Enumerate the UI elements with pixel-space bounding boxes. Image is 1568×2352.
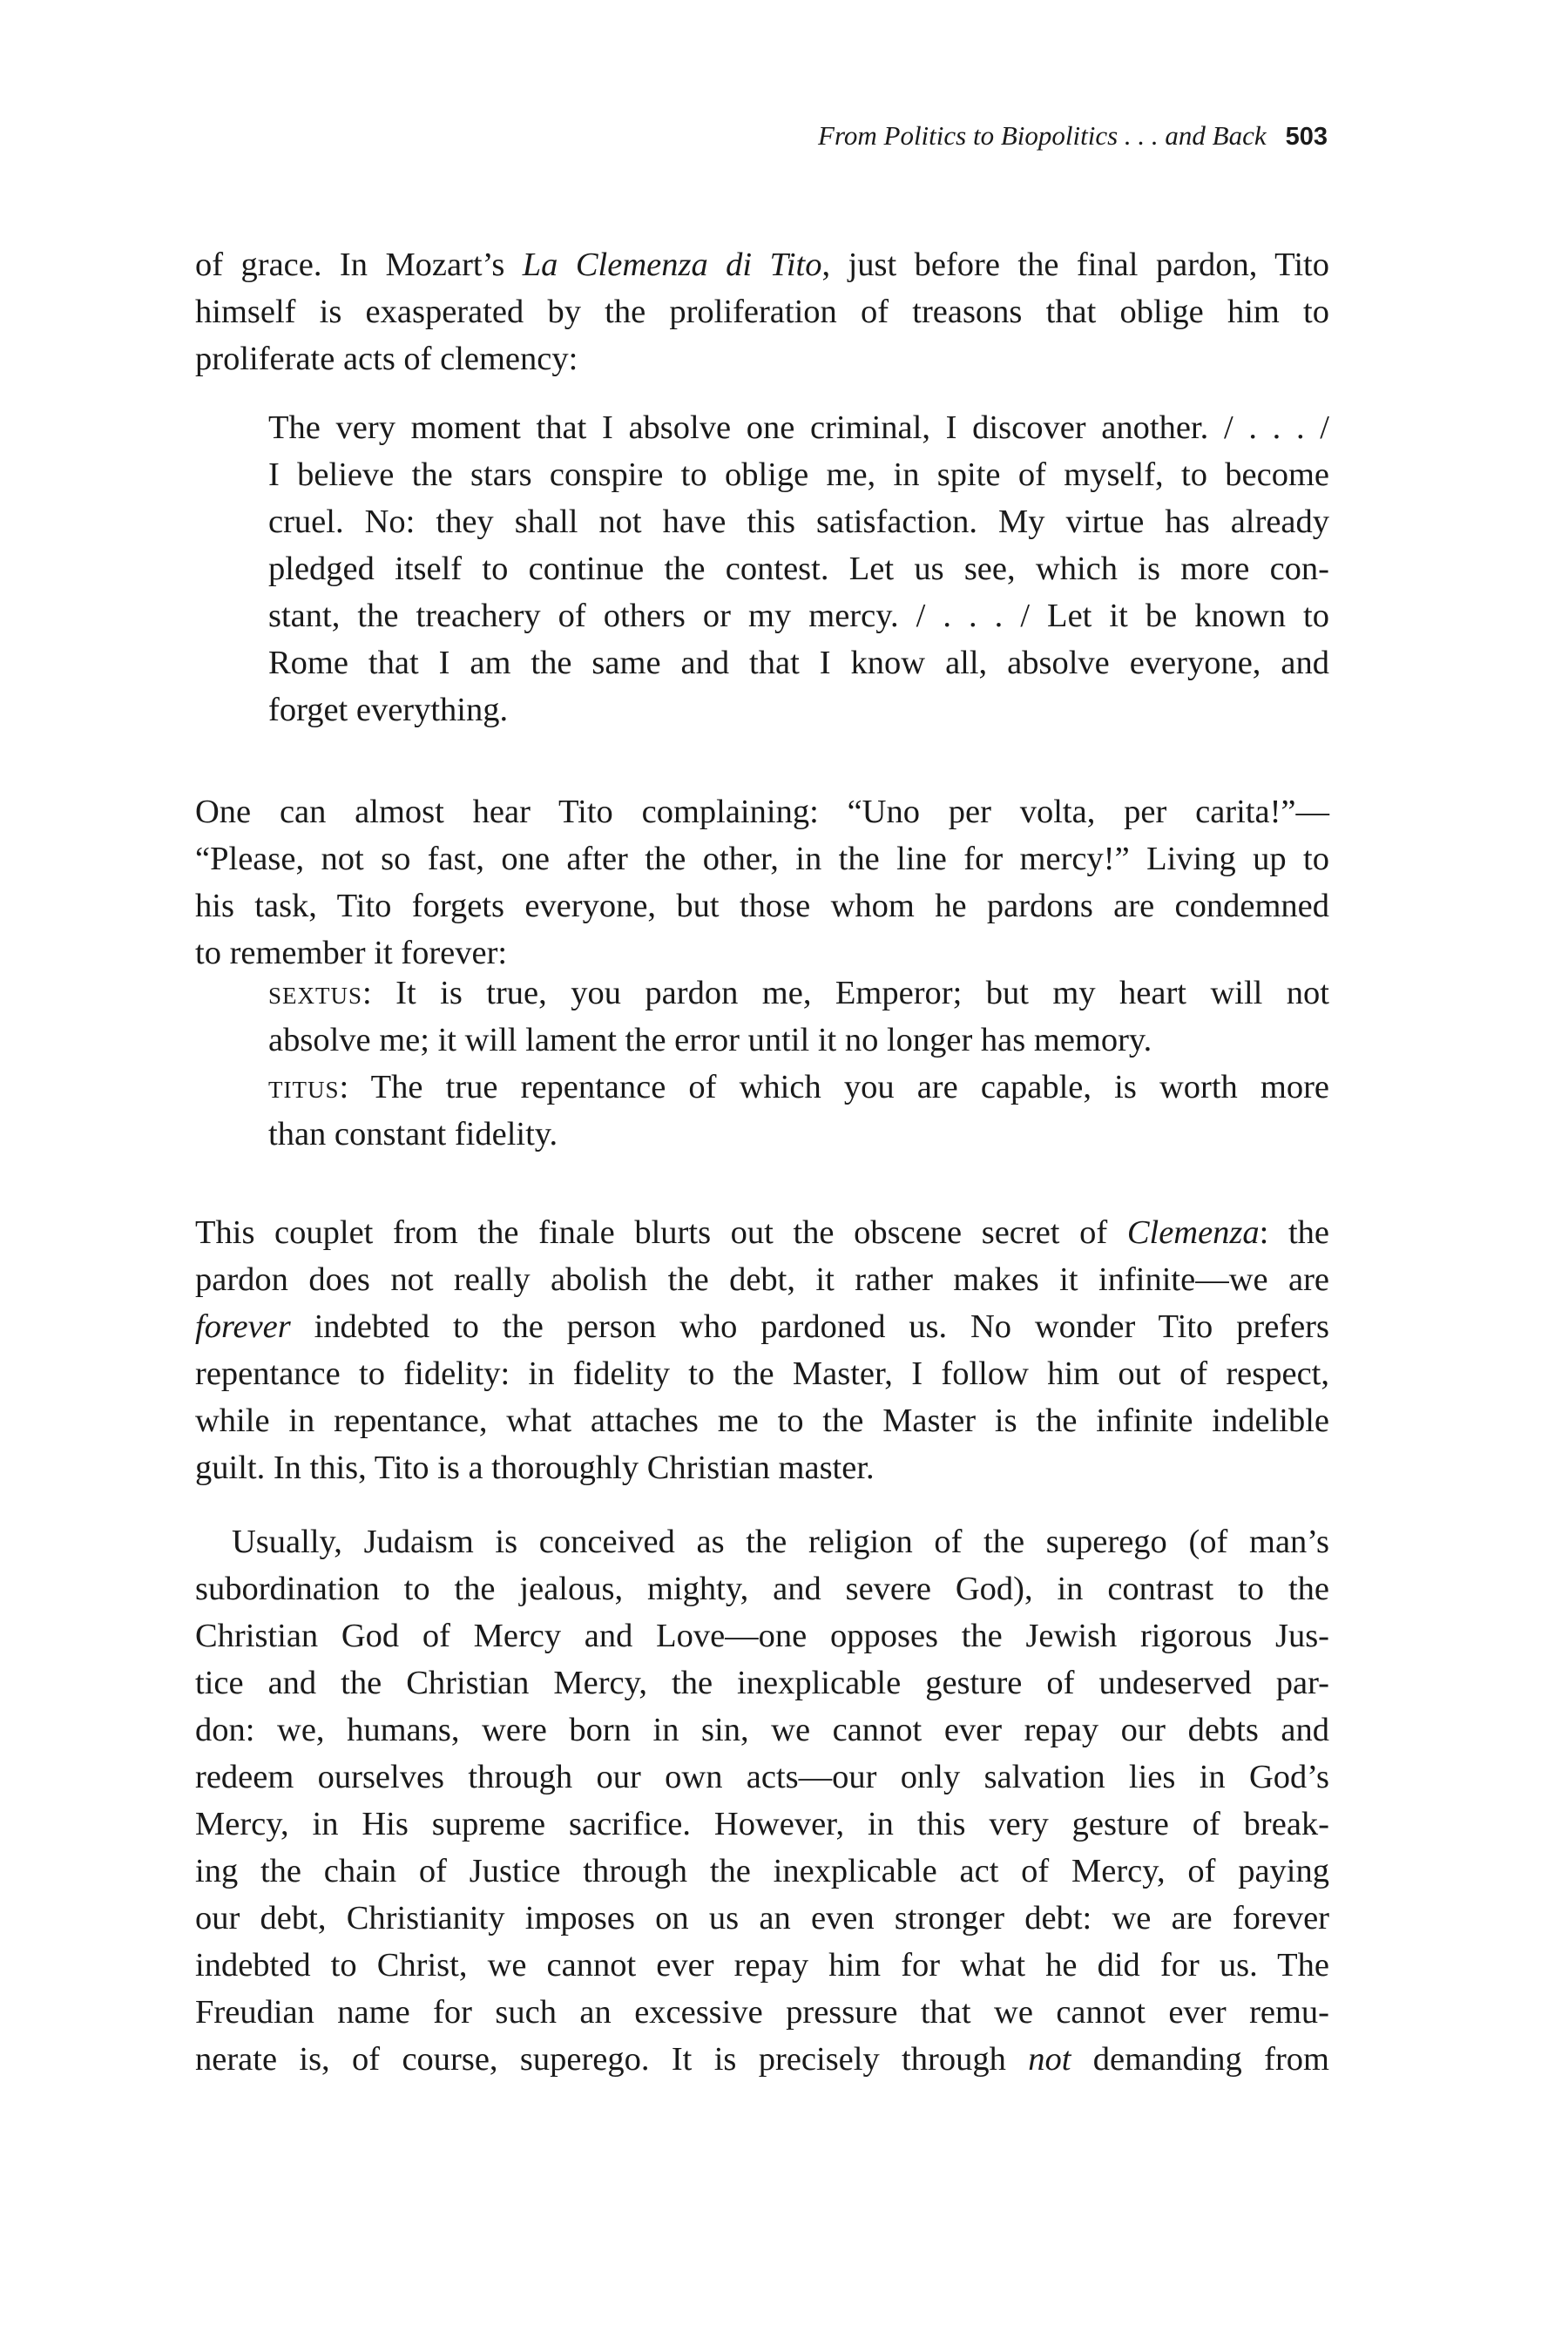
text-line <box>195 1754 1329 1801</box>
text-line <box>268 639 1329 686</box>
text-run: Usually, Judaism is conceived as the religion of the superego (of man’s <box>232 1524 1329 1560</box>
speaker-name: sextus <box>268 975 363 1011</box>
text-line <box>195 1659 1329 1707</box>
text-line <box>195 1303 1329 1350</box>
text-line <box>195 1209 1329 1256</box>
speaker-name: titus <box>268 1069 340 1105</box>
text-line <box>195 1989 1329 2036</box>
text-run: One can almost hear Tito complaining: “Uno per volta, per carita!”— <box>195 794 1329 830</box>
text-run: of grace. In Mozart’s <box>195 247 523 283</box>
text-run: his task, Tito forgets everyone, but those whom he pardons are condemned <box>195 888 1329 924</box>
text-run: tice and the Christian Mercy, the inexplicable gesture of undeserved par- <box>195 1665 1329 1701</box>
text-line <box>195 1256 1329 1303</box>
text-line <box>195 1397 1329 1444</box>
paragraph <box>195 241 1329 382</box>
text-line <box>195 882 1329 929</box>
running-header <box>818 120 1328 152</box>
text-line <box>195 1707 1329 1754</box>
text-run: while in repentance, what attaches me to the Master is the infinite indelible <box>195 1402 1329 1439</box>
text-line <box>268 1111 1329 1158</box>
block-quote <box>268 970 1329 1158</box>
text-line <box>195 335 1329 382</box>
text-line <box>195 1518 1329 1565</box>
text-run: pledged itself to continue the contest. Let us see, which is more con- <box>268 551 1329 587</box>
text-run: “Please, not so fast, one after the other, in the line for mercy!” Living up to <box>195 841 1329 877</box>
text-line <box>268 498 1329 545</box>
text-run: Rome that I am the same and that I know all, absolve everyone, and <box>268 645 1329 681</box>
text-run: I believe the stars conspire to oblige me, in spite of myself, to become <box>268 456 1329 493</box>
italic-text: forever <box>195 1308 291 1345</box>
text-run: subordination to the jealous, mighty, and severe God), in contrast to the <box>195 1571 1329 1607</box>
text-run: redeem ourselves through our own acts—our only salvation lies in God’s <box>195 1759 1329 1795</box>
text-line <box>195 1848 1329 1895</box>
text-run: Freudian name for such an excessive pressure that we cannot ever remu- <box>195 1994 1329 2031</box>
text-line <box>195 288 1329 335</box>
text-run: stant, the treachery of others or my mercy. / . . . / Let it be known to <box>268 598 1329 634</box>
text-line <box>268 970 1329 1017</box>
text-line <box>195 835 1329 882</box>
text-line <box>268 545 1329 592</box>
text-line <box>268 1064 1329 1111</box>
text-run: The very moment that I absolve one criminal, I discover another. / . . . / <box>268 409 1329 446</box>
text-line <box>195 1350 1329 1397</box>
italic-text: not <box>1028 2041 1071 2078</box>
text-line <box>195 1801 1329 1848</box>
text-line <box>268 592 1329 639</box>
text-run: forget everything. <box>268 692 509 728</box>
text-run: to remember it forever: <box>195 935 508 971</box>
paragraph <box>195 788 1329 977</box>
paragraph <box>195 1518 1329 2083</box>
text-run: proliferate acts of clemency: <box>195 341 578 377</box>
text-line <box>195 2036 1329 2083</box>
text-line <box>195 788 1329 835</box>
text-run: indebted to Christ, we cannot ever repay him for what he did for us. The <box>195 1947 1329 1984</box>
text-run: : The true repentance of which you are capable, is worth more <box>339 1069 1329 1105</box>
text-run: demanding from <box>1071 2041 1329 2078</box>
text-run: Mercy, in His supreme sacrifice. However, in this very gesture of break- <box>195 1806 1329 1842</box>
text-line <box>195 1942 1329 1989</box>
running-title: From Politics to Biopolitics . . . and Back <box>818 120 1267 151</box>
text-line <box>268 1017 1329 1064</box>
text-line <box>195 241 1329 288</box>
text-line <box>268 686 1329 733</box>
text-run: This couplet from the finale blurts out the obscene secret of <box>195 1214 1127 1251</box>
text-line <box>195 1444 1329 1491</box>
text-line <box>268 404 1329 451</box>
text-run: pardon does not really abolish the debt, it rather makes it infinite—we are <box>195 1261 1329 1298</box>
text-line <box>268 451 1329 498</box>
italic-text: La Clemenza di Tito <box>522 247 822 283</box>
text-run: : the <box>1259 1214 1330 1251</box>
text-run: nerate is, of course, superego. It is precisely through <box>195 2041 1029 2078</box>
text-run: cruel. No: they shall not have this satisfaction. My virtue has already <box>268 504 1329 540</box>
text-run: : It is true, you pardon me, Emperor; but my heart will not <box>362 975 1329 1011</box>
page-number: 503 <box>1285 123 1328 151</box>
text-run: indebted to the person who pardoned us. No wonder Tito prefers <box>290 1308 1329 1345</box>
text-run: repentance to fidelity: in fidelity to the Master, I follow him out of respect, <box>195 1355 1329 1392</box>
text-run: absolve me; it will lament the error until it no longer has memory. <box>268 1022 1152 1058</box>
text-run: than constant fidelity. <box>268 1116 558 1152</box>
text-run: guilt. In this, Tito is a thoroughly Christian master. <box>195 1450 875 1486</box>
paragraph <box>195 1209 1329 1491</box>
text-run: don: we, humans, were born in sin, we cannot ever repay our debts and <box>195 1712 1329 1748</box>
text-run: Christian God of Mercy and Love—one opposes the Jewish rigorous Jus- <box>195 1618 1329 1654</box>
text-line <box>195 1895 1329 1942</box>
text-line <box>195 1565 1329 1612</box>
text-line <box>195 1612 1329 1659</box>
italic-text: Clemenza <box>1126 1214 1260 1251</box>
block-quote <box>268 404 1329 733</box>
text-run: our debt, Christianity imposes on us an even stronger debt: we are forever <box>195 1900 1329 1936</box>
text-run: ing the chain of Justice through the inexplicable act of Mercy, of paying <box>195 1853 1329 1889</box>
text-run: himself is exasperated by the proliferation of treasons that oblige him to <box>195 294 1329 330</box>
text-run: , just before the final pardon, Tito <box>821 247 1329 283</box>
